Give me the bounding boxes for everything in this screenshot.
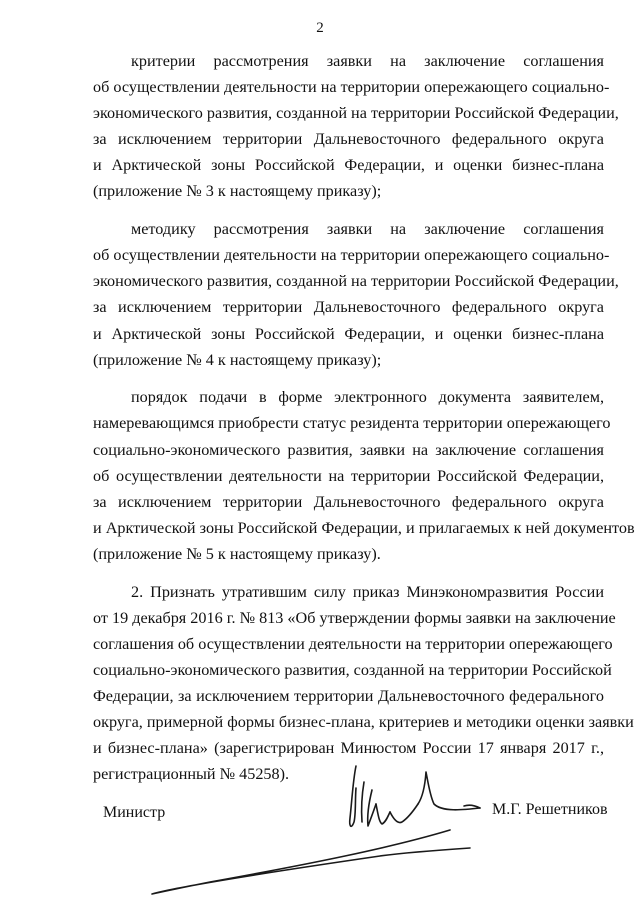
text-line: социально-экономического развития, заявки на заключение соглашения bbox=[93, 440, 604, 459]
text-line: критерии рассмотрения заявки на заключение соглашения bbox=[131, 52, 604, 70]
text-line: Федерации, за исключением территории Дальневосточного федерального bbox=[93, 686, 604, 705]
text-line: за исключением территории Дальневосточного федерального округа bbox=[93, 492, 604, 511]
paragraph bbox=[93, 48, 619, 205]
text-line: (приложение № 5 к настоящему приказу). bbox=[93, 544, 381, 563]
signer-title: Министр bbox=[103, 804, 166, 821]
page-number: 2 bbox=[316, 20, 324, 36]
text-line: (приложение № 3 к настоящему приказу); bbox=[93, 182, 382, 201]
text-line: намеревающимся приобрести статус резидента территории опережающего bbox=[93, 414, 611, 433]
paragraph bbox=[93, 384, 635, 567]
text-line: и Арктической зоны Российской Федерации, и оценки бизнес-плана bbox=[93, 324, 604, 343]
text-line: экономического развития, созданной на территории Российской Федерации, bbox=[93, 104, 619, 123]
paragraph bbox=[93, 216, 619, 373]
text-line: социально-экономического развития, созданной на территории Российской bbox=[93, 660, 612, 679]
text-line: (приложение № 4 к настоящему приказу); bbox=[93, 350, 382, 369]
text-line: соглашения об осуществлении деятельности на территории опережающего bbox=[93, 634, 613, 653]
text-line: за исключением территории Дальневосточного федерального округа bbox=[93, 130, 604, 149]
paragraph bbox=[93, 579, 634, 788]
document-body bbox=[93, 48, 635, 799]
text-line: методику рассмотрения заявки на заключение соглашения bbox=[131, 220, 604, 239]
signer-name: М.Г. Решетников bbox=[492, 801, 608, 818]
handwritten-signature bbox=[150, 760, 510, 900]
text-line: порядок подачи в форме электронного документа заявителем, bbox=[131, 388, 604, 407]
signature-block bbox=[0, 760, 640, 900]
text-line: об осуществлении деятельности на территории опережающего социально- bbox=[93, 78, 610, 97]
text-line: и бизнес-плана» (зарегистрирован Минюстом России 17 января 2017 г., bbox=[93, 739, 604, 758]
text-line: об осуществлении деятельности на территории опережающего социально- bbox=[93, 246, 610, 265]
text-line: от 19 декабря 2016 г. № 813 «Об утверждении формы заявки на заключение bbox=[93, 608, 616, 627]
text-line: за исключением территории Дальневосточного федерального округа bbox=[93, 298, 604, 317]
text-line: и Арктической зоны Российской Федерации, и оценки бизнес-плана bbox=[93, 156, 604, 175]
text-line: округа, примерной формы бизнес-плана, критериев и методики оценки заявки bbox=[93, 713, 634, 732]
text-line: экономического развития, созданной на территории Российской Федерации, bbox=[93, 272, 619, 291]
text-line: и Арктической зоны Российской Федерации, и прилагаемых к ней документов bbox=[93, 518, 635, 537]
text-line: 2. Признать утратившим силу приказ Минэкономразвития России bbox=[131, 582, 604, 601]
text-line: регистрационный № 45258). bbox=[93, 765, 290, 784]
text-line: об осуществлении деятельности на территории Российской Федерации, bbox=[93, 466, 604, 485]
